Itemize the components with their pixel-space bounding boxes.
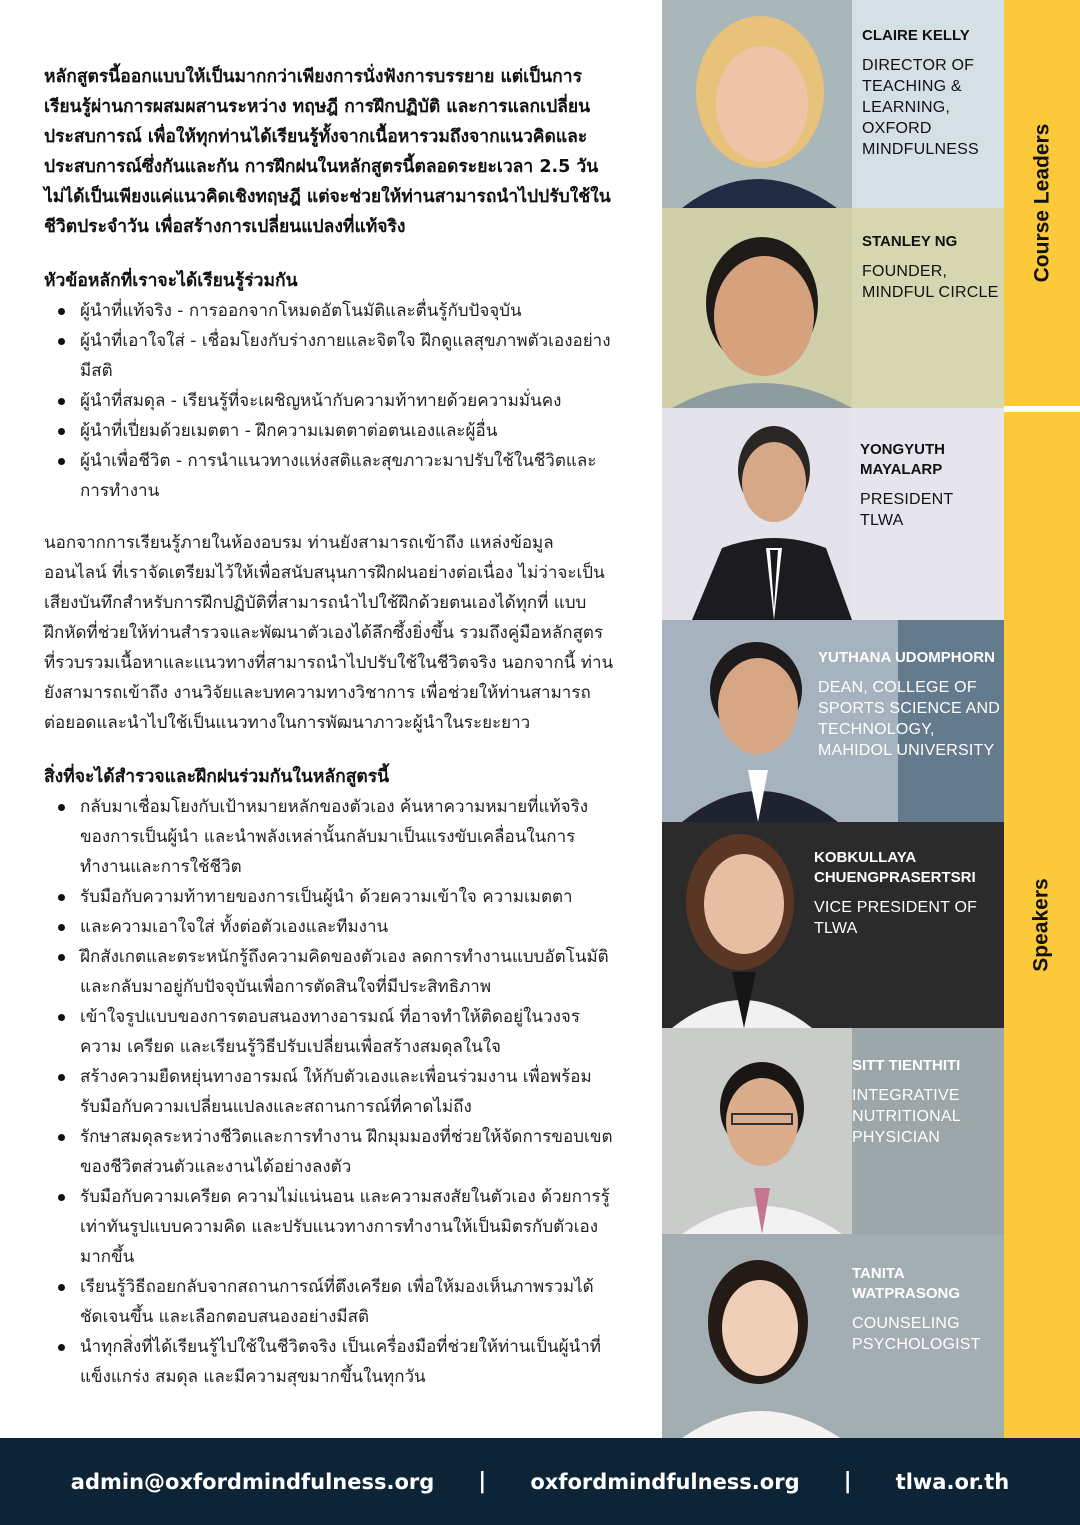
speaker-card-stanley-ng	[662, 208, 1004, 408]
speaker-photo	[662, 1234, 852, 1438]
speaker-role: DEAN, COLLEGE OF SPORTS SCIENCE AND TECHNOLOGY, MAHIDOL UNIVERSITY	[818, 679, 1001, 759]
speaker-card-kobkullaya-chuengprasertsri	[662, 822, 1004, 1028]
list-item: ผู้นำที่เอาใจใส่ - เชื่อมโยงกับร่างกายและจิตใจ ฝึกดูแลสุขภาพตัวเองอย่างมีสติ	[58, 326, 614, 386]
list-item: ผู้นำที่แท้จริง - การออกจากโหมดอัตโนมัติและตื่นรู้กับปัจจุบัน	[58, 296, 614, 326]
list-item: ผู้นำที่เปี่ยมด้วยเมตตา - ฝึกความเมตตาต่อตนเองและผู้อื่น	[58, 416, 614, 446]
list-item: ผู้นำที่สมดุล - เรียนรู้ที่จะเผชิญหน้ากับความท้าทายด้วยความมั่นคง	[58, 386, 614, 416]
speakers-label-wrap	[1004, 412, 1080, 1438]
speaker-card-tanita-watprasong	[662, 1234, 1004, 1438]
footer-separator: |	[478, 1469, 487, 1494]
intro-paragraph: หลักสูตรนี้ออกแบบให้เป็นมากกว่าเพียงการนั่งฟังการบรรยาย แต่เป็นการเรียนรู้ผ่านการผสมผสานระหว่าง ทฤษฎี การฝึกปฏิบัติ และการแลกเปลี่ยนประสบการณ์ เพื่อให้ทุกท่านได้เรียนรู้ทั้งจากเนื้อหารวมถึงจากแนวคิดและประสบการณ์ซึ่งกันและกัน การฝึกฝนในหลักสูตรนี้ตลอดระยะเวลา 2.5 วัน ไม่ได้เป็นเพียงแค่แนวคิดเชิงทฤษฎี แต่จะช่วยให้ท่านสามารถนำไปปรับใช้ในชีวิตประจำวัน เพื่อสร้างการเปลี่ยนแปลงที่แท้จริง	[44, 67, 611, 237]
speakers-label: Speakers	[1030, 878, 1053, 972]
speaker-name: STANLEY NG	[862, 233, 958, 250]
speaker-photo	[662, 822, 812, 1028]
speaker-role: DIRECTOR OF TEACHING & LEARNING, OXFORD MINDFULNESS	[862, 57, 979, 158]
speaker-card-yongyuth-mayalarp	[662, 408, 1004, 620]
resources-paragraph: นอกจากการเรียนรู้ภายในห้องอบรม ท่านยังสามารถเข้าถึง แหล่งข้อมูลออนไลน์ ที่เราจัดเตรียมไว้ให้เพื่อสนับสนุนการฝึกฝนอย่างต่อเนื่อง ไม่ว่าจะเป็นเสียงบันทึกสำหรับการฝึกปฏิบัติที่สามารถนำไปใช้ฝึกด้วยตนเองได้ทุกที่ แบบฝึกหัดที่ช่วยให้ท่านสำรวจและพัฒนาตัวเองได้ลึกซึ้งยิ่งขึ้น รวมถึงคู่มือหลักสูตรที่รวบรวมเนื้อหาและแนวทางที่สามารถนำไปปรับใช้ในชีวิตจริง นอกจากนี้ ท่านยังสามารถเข้าถึง งานวิจัยและบทความทางวิชาการ เพื่อช่วยให้ท่านสามารถต่อยอดและนำไปใช้เป็นแนวทางในการพัฒนาภาวะผู้นำในระยะยาว	[44, 533, 614, 733]
speaker-name: KOBKULLAYA CHUENGPRASERTSRI	[814, 849, 976, 886]
speaker-role: FOUNDER, MINDFUL CIRCLE	[862, 263, 999, 301]
list-item: นำทุกสิ่งที่ได้เรียนรู้ไปใช้ในชีวิตจริง เป็นเครื่องมือที่ช่วยให้ท่านเป็นผู้นำที่แข็งแกร่ง สมดุล และมีความสุขมากขึ้นในทุกวัน	[58, 1332, 614, 1392]
speaker-photo	[662, 408, 852, 620]
speaker-role: COUNSELING PSYCHOLOGIST	[852, 1315, 981, 1353]
speaker-card-claire-kelly	[662, 0, 1004, 208]
course-leaders-label: Course Leaders	[1030, 123, 1054, 283]
topics-list	[58, 296, 614, 506]
speaker-photo	[662, 0, 852, 208]
practice-list	[58, 792, 614, 1392]
speaker-role: VICE PRESIDENT OF TLWA	[814, 899, 978, 937]
email-link[interactable]: admin@oxfordmindfulness.org	[70, 1469, 435, 1494]
list-item: กลับมาเชื่อมโยงกับเป้าหมายหลักของตัวเอง ค้นหาความหมายที่แท้จริงของการเป็นผู้นำ และนำพลังเหล่านั้นกลับมาเป็นแรงขับเคลื่อนในการทำงานและการใช้ชีวิต	[58, 792, 614, 882]
footer-bar	[0, 1438, 1080, 1525]
speaker-name: CLAIRE KELLY	[862, 27, 970, 44]
list-item: รักษาสมดุลระหว่างชีวิตและการทำงาน ฝึกมุมมองที่ช่วยให้จัดการขอบเขตของชีวิตส่วนตัวและงานได้อย่างลงตัว	[58, 1122, 614, 1182]
practice-heading: สิ่งที่จะได้สำรวจและฝึกฝนร่วมกันในหลักสูตรนี้	[44, 767, 390, 787]
topics-heading: หัวข้อหลักที่เราจะได้เรียนรู้ร่วมกัน	[44, 271, 298, 291]
speaker-name: TANITA WATPRASONG	[852, 1265, 961, 1302]
speaker-photo	[662, 1028, 852, 1234]
list-item: และความเอาใจใส่ ทั้งต่อตัวเองและทีมงาน	[58, 912, 614, 942]
speaker-role: PRESIDENT TLWA	[860, 491, 954, 529]
speaker-name: YONGYUTH MAYALARP	[860, 441, 946, 478]
list-item: สร้างความยืดหยุ่นทางอารมณ์ ให้กับตัวเองและเพื่อนร่วมงาน เพื่อพร้อมรับมือกับความเปลี่ยนแปลงและสถานการณ์ที่คาดไม่ถึง	[58, 1062, 614, 1122]
speaker-card-yuthana-udomphorn	[662, 620, 1004, 822]
speaker-role: INTEGRATIVE NUTRITIONAL PHYSICIAN	[852, 1087, 961, 1146]
tlwa-link[interactable]: tlwa.or.th	[895, 1469, 1010, 1494]
speaker-card-sitt-tienthiti	[662, 1028, 1004, 1234]
list-item: ผู้นำเพื่อชีวิต - การนำแนวทางแห่งสติและสุขภาวะมาปรับใช้ในชีวิตและการทำงาน	[58, 446, 614, 506]
speaker-panels	[662, 0, 1004, 1438]
list-item: รับมือกับความเครียด ความไม่แน่นอน และความสงสัยในตัวเอง ด้วยการรู้เท่าทันรูปแบบความคิด และปรับแนวทางการทำงานให้เป็นมิตรกับตัวเองมากขึ้น	[58, 1182, 614, 1272]
course-leaders-label-wrap	[1004, 0, 1080, 406]
course-description	[44, 62, 614, 1392]
footer-separator: |	[843, 1469, 852, 1494]
speaker-name: YUTHANA UDOMPHORN	[818, 649, 995, 666]
list-item: เรียนรู้วิธีถอยกลับจากสถานการณ์ที่ตึงเครียด เพื่อให้มองเห็นภาพรวมได้ชัดเจนขึ้น และเลือกตอบสนองอย่างมีสติ	[58, 1272, 614, 1332]
list-item: เข้าใจรูปแบบของการตอบสนองทางอารมณ์ ที่อาจทำให้ติดอยู่ในวงจรความ เครียด และเรียนรู้วิธีปรับเปลี่ยนเพื่อสร้างสมดุลในใจ	[58, 1002, 614, 1062]
speaker-name: SITT TIENTHITI	[852, 1057, 961, 1074]
list-item: ฝึกสังเกตและตระหนักรู้ถึงความคิดของตัวเอง ลดการทำงานแบบอัตโนมัติและกลับมาอยู่กับปัจจุบันเพื่อการตัดสินใจที่มีประสิทธิภาพ	[58, 942, 614, 1002]
speaker-photo	[662, 208, 852, 408]
section-sidebar	[1004, 0, 1080, 1438]
oxford-mindfulness-link[interactable]: oxfordmindfulness.org	[530, 1469, 800, 1494]
list-item: รับมือกับความท้าทายของการเป็นผู้นำ ด้วยความเข้าใจ ความเมตตา	[58, 882, 614, 912]
